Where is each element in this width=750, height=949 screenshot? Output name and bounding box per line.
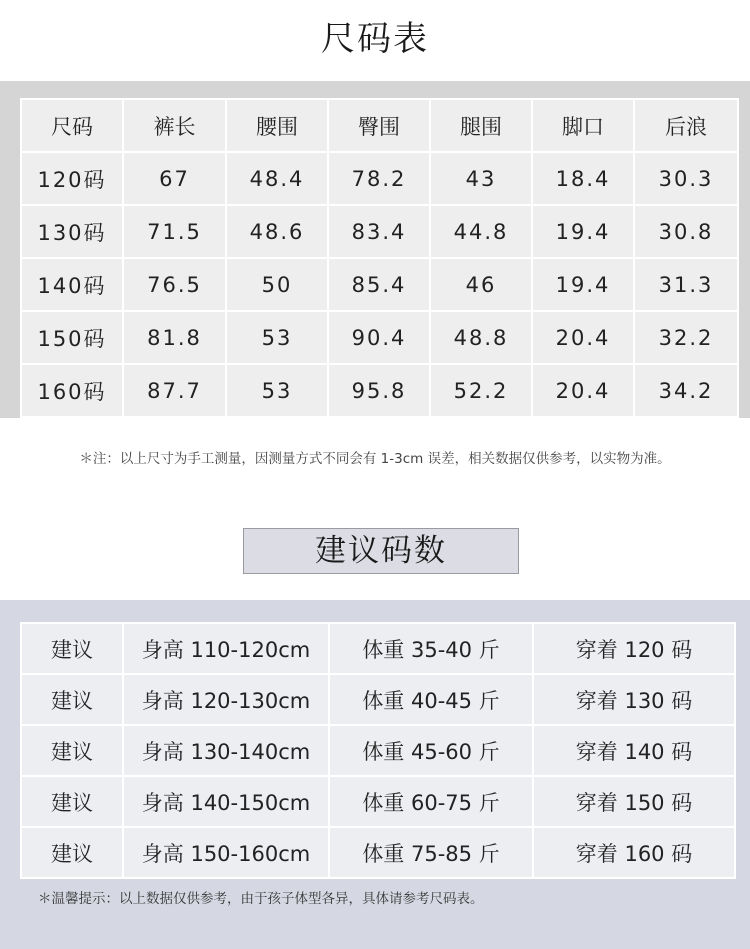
thigh-cell: 46 (430, 258, 532, 311)
weight-cell: 体重 60-75 斤 (329, 776, 533, 827)
back-rise-cell: 30.3 (634, 152, 738, 205)
suggest-label-cell: 建议 (21, 725, 123, 776)
table-row (21, 776, 735, 827)
header-cell-size: 尺码 (21, 99, 123, 152)
header-cell-thigh: 腿围 (430, 99, 532, 152)
hem-cell: 19.4 (532, 205, 634, 258)
hip-cell: 85.4 (328, 258, 430, 311)
hem-cell: 20.4 (532, 364, 634, 417)
waist-cell: 48.4 (226, 152, 328, 205)
table-row (21, 205, 738, 258)
length-cell: 67 (123, 152, 226, 205)
table-row (21, 827, 735, 878)
size-chart-title: 尺码表 (321, 19, 429, 59)
suggested-size-table (20, 622, 736, 879)
table-row (21, 674, 735, 725)
table-row (21, 152, 738, 205)
hip-cell: 95.8 (328, 364, 430, 417)
size-cell: 130码 (21, 205, 123, 258)
length-cell: 87.7 (123, 364, 226, 417)
hem-cell: 19.4 (532, 258, 634, 311)
weight-cell: 体重 75-85 斤 (329, 827, 533, 878)
wear-size-cell: 穿着 130 码 (533, 674, 735, 725)
size-chart-table (20, 98, 739, 418)
waist-cell: 48.6 (226, 205, 328, 258)
waist-cell: 50 (226, 258, 328, 311)
thigh-cell: 52.2 (430, 364, 532, 417)
size-cell: 160码 (21, 364, 123, 417)
back-rise-cell: 31.3 (634, 258, 738, 311)
length-cell: 76.5 (123, 258, 226, 311)
wear-size-cell: 穿着 140 码 (533, 725, 735, 776)
length-cell: 81.8 (123, 311, 226, 364)
table-row (21, 725, 735, 776)
suggest-label-cell: 建议 (21, 776, 123, 827)
length-cell: 71.5 (123, 205, 226, 258)
table-row (21, 623, 735, 674)
header-cell-hip: 臀围 (328, 99, 430, 152)
suggest-label-cell: 建议 (21, 827, 123, 878)
hip-cell: 78.2 (328, 152, 430, 205)
table-row (21, 258, 738, 311)
waist-cell: 53 (226, 364, 328, 417)
weight-cell: 体重 45-60 斤 (329, 725, 533, 776)
waist-cell: 53 (226, 311, 328, 364)
size-chart-header-row (21, 99, 738, 152)
wear-size-cell: 穿着 160 码 (533, 827, 735, 878)
weight-cell: 体重 40-45 斤 (329, 674, 533, 725)
hem-cell: 20.4 (532, 311, 634, 364)
back-rise-cell: 34.2 (634, 364, 738, 417)
header-cell-waist: 腰围 (226, 99, 328, 152)
height-cell: 身高 140-150cm (123, 776, 329, 827)
height-cell: 身高 110-120cm (123, 623, 329, 674)
size-cell: 150码 (21, 311, 123, 364)
thigh-cell: 44.8 (430, 205, 532, 258)
header-cell-back-rise: 后浪 (634, 99, 738, 152)
suggest-label-cell: 建议 (21, 674, 123, 725)
height-cell: 身高 130-140cm (123, 725, 329, 776)
hip-cell: 90.4 (328, 311, 430, 364)
thigh-cell: 48.8 (430, 311, 532, 364)
reminder-note: ＊温馨提示：以上数据仅供参考，由于孩子体型各异，具体请参考尺码表。 (38, 891, 484, 907)
header-cell-hem: 脚口 (532, 99, 634, 152)
size-cell: 140码 (21, 258, 123, 311)
height-cell: 身高 120-130cm (123, 674, 329, 725)
height-cell: 身高 150-160cm (123, 827, 329, 878)
thigh-cell: 43 (430, 152, 532, 205)
hip-cell: 83.4 (328, 205, 430, 258)
table-row (21, 311, 738, 364)
size-cell: 120码 (21, 152, 123, 205)
weight-cell: 体重 35-40 斤 (329, 623, 533, 674)
suggested-size-title: 建议码数 (243, 528, 519, 574)
back-rise-cell: 32.2 (634, 311, 738, 364)
header-cell-length: 裤长 (123, 99, 226, 152)
table-row (21, 364, 738, 417)
suggest-label-cell: 建议 (21, 623, 123, 674)
hem-cell: 18.4 (532, 152, 634, 205)
wear-size-cell: 穿着 150 码 (533, 776, 735, 827)
wear-size-cell: 穿着 120 码 (533, 623, 735, 674)
measurement-note: ＊注：以上尺寸为手工测量，因测量方式不同会有 1-3cm 误差，相关数据仅供参考，以实物为准。 (79, 451, 671, 467)
back-rise-cell: 30.8 (634, 205, 738, 258)
